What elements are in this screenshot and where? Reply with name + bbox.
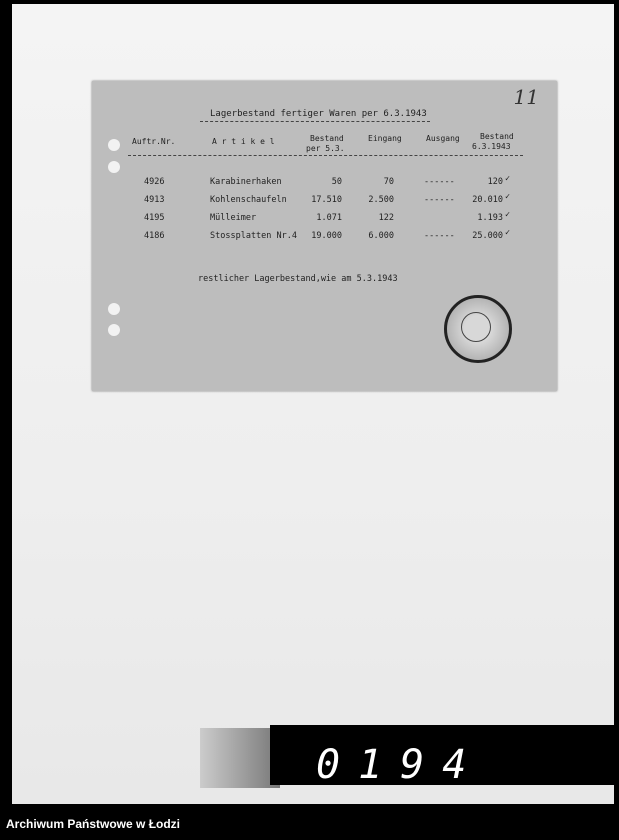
cell-order: 4186: [144, 231, 165, 241]
header-rule: [128, 155, 523, 156]
cell-stock: 19.000: [311, 231, 342, 241]
cell-incoming: 2.500: [368, 195, 394, 205]
inventory-card: [92, 81, 557, 391]
header-outgoing: Ausgang: [426, 134, 460, 143]
header-order-no: Auftr.Nr.: [132, 137, 176, 146]
check-mark-icon: ✓: [505, 174, 511, 184]
round-stamp-icon: [444, 295, 512, 363]
header-stock-old-line1: Bestand: [310, 134, 344, 143]
cell-outgoing: ------: [424, 195, 455, 205]
punch-hole: [108, 161, 120, 173]
cell-order: 4195: [144, 213, 165, 223]
cell-incoming: 6.000: [368, 231, 394, 241]
header-stock-new: [472, 132, 514, 152]
header-stock-old: [306, 134, 345, 154]
archive-footer: [0, 807, 619, 840]
check-mark-icon: ✓: [505, 228, 511, 238]
cell-order: 4926: [144, 177, 165, 187]
header-incoming: Eingang: [368, 134, 402, 143]
cell-stock-new: 120: [487, 177, 503, 187]
cell-stock: 17.510: [311, 195, 342, 205]
film-frame-counter: 0194: [316, 742, 485, 788]
cell-stock-new: 20.010: [472, 195, 503, 205]
cell-stock: 1.071: [316, 213, 342, 223]
film-edge: [0, 0, 12, 800]
title-underline: [200, 121, 430, 122]
cell-stock: 50: [331, 177, 342, 187]
punch-hole: [108, 324, 120, 336]
cell-order: 4913: [144, 195, 165, 205]
archive-sheet: [12, 4, 614, 804]
cell-incoming: 70: [383, 177, 394, 187]
punch-hole: [108, 139, 120, 151]
cell-article: Stossplatten Nr.4: [210, 231, 297, 241]
cell-outgoing: ------: [424, 231, 455, 241]
punch-hole: [108, 303, 120, 315]
cell-incoming: 122: [378, 213, 394, 223]
cell-article: Mülleimer: [210, 213, 257, 223]
remaining-stock-note: restlicher Lagerbestand,wie am 5.3.1943: [198, 274, 398, 284]
header-stock-new-line2: 6.3.1943: [472, 142, 511, 151]
cell-article: Kohlenschaufeln: [210, 195, 287, 205]
cell-stock-new: 1.193: [477, 213, 503, 223]
header-stock-old-line2: per 5.3.: [306, 144, 345, 153]
header-article: A r t i k e l: [212, 137, 275, 146]
header-stock-new-line1: Bestand: [480, 132, 514, 141]
cell-stock-new: 25.000: [472, 231, 503, 241]
check-mark-icon: ✓: [505, 210, 511, 220]
corner-mark: 11: [513, 85, 539, 109]
archive-name: Archiwum Państwowe w Łodzi: [6, 817, 181, 831]
document-title: Lagerbestand fertiger Waren per 6.3.1943: [210, 109, 427, 119]
cell-article: Karabinerhaken: [210, 177, 282, 187]
film-shadow: [200, 728, 280, 788]
cell-outgoing: ------: [424, 177, 455, 187]
check-mark-icon: ✓: [505, 192, 511, 202]
